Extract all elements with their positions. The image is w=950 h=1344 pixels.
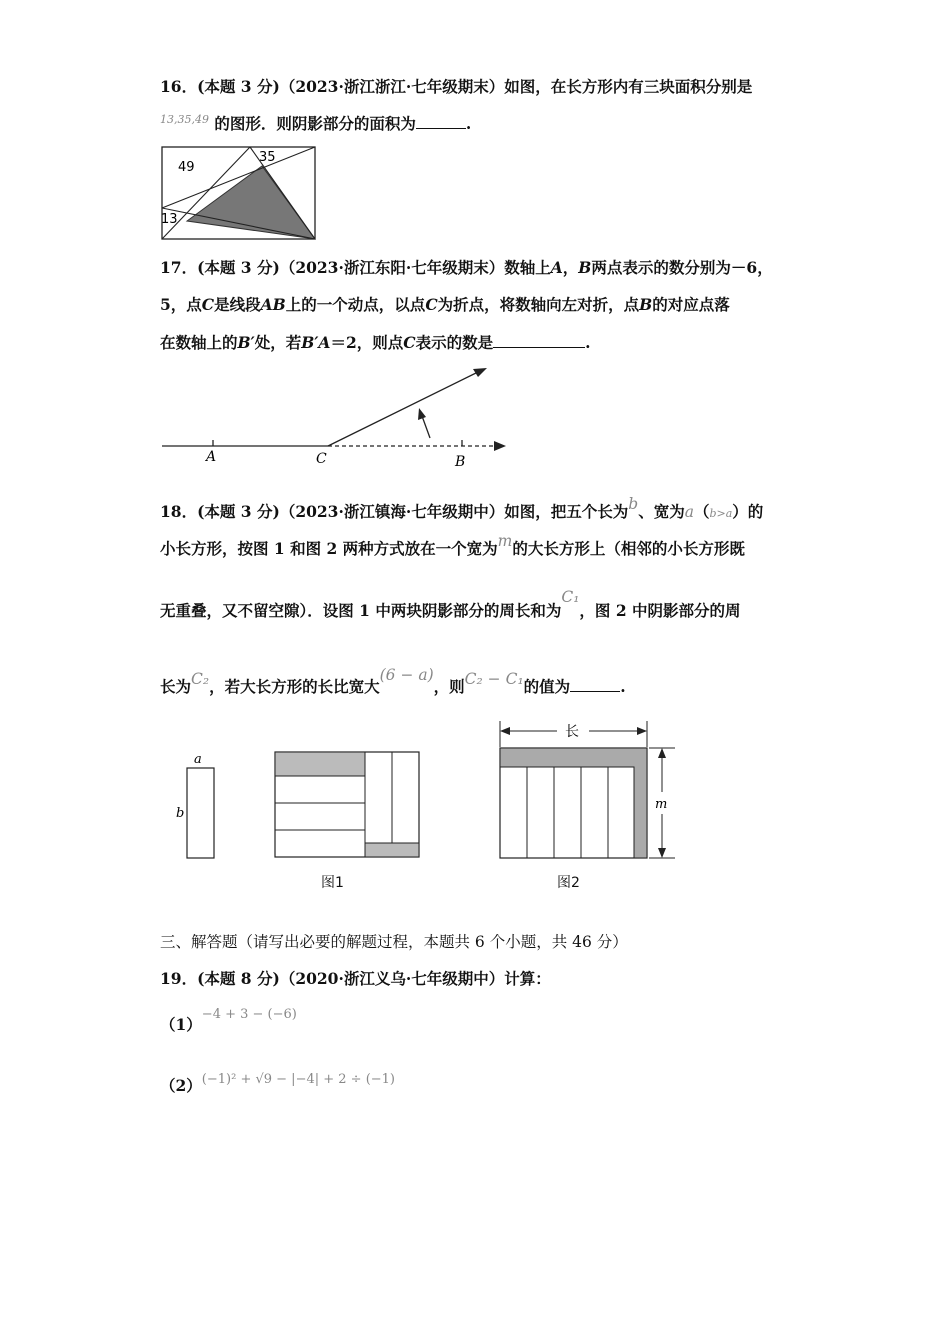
q18-label-a: a	[194, 752, 202, 767]
q16-label-49: 49	[178, 160, 195, 175]
q16-line2: $^{13,35,49}$ 的图形．则阴影部分的面积为 .	[160, 113, 472, 133]
q17-line2: 5，点C是线段AB上的一个动点，以点C为折点，将数轴向左对折，点B的对应点落	[160, 295, 730, 314]
q18-caption-2: 图2	[557, 875, 580, 891]
q16-label-35: 35	[259, 150, 276, 165]
q18-figure-2	[497, 717, 697, 862]
q18-answer-blank[interactable]	[570, 676, 620, 692]
q18-line4: 长为C₂，若大长方形的长比宽大(6 − a)，则C₂ − C₁的值为 .	[160, 666, 626, 696]
q18-label-len: 长	[565, 724, 579, 740]
q18-figure-1	[273, 750, 423, 862]
q17-number-line	[160, 362, 520, 472]
q16-figure	[160, 145, 320, 241]
q16-answer-blank[interactable]	[416, 113, 466, 129]
section-3-heading: 三、解答题（请写出必要的解题过程，本题共 6 个小题，共 46 分）	[160, 933, 628, 951]
q17-line1: 17．(本题 3 分)（2023·浙江东阳·七年级期末）数轴上A，B两点表示的数分别为－6，	[160, 258, 773, 277]
q16-label-13: 13	[161, 212, 178, 227]
q19-title: 19．(本题 8 分)（2020·浙江义乌·七年级期中）计算：	[160, 969, 551, 988]
q19-part1-expr: −4 + 3 − (−6)	[201, 1007, 297, 1022]
q18-line3: 无重叠，又不留空隙）．设图 1 中两块阴影部分的周长和为C₁，图 2 中阴影部分的周	[160, 588, 741, 620]
q17-line3: 在数轴上的B′处，若B′A＝2，则点C表示的数是 .	[160, 333, 591, 352]
q18-label-b: b	[176, 806, 185, 821]
q19-part2: $(2)^{(-1)^2 + √9 - |-4| + 2 \div (-1)}$	[160, 1072, 396, 1095]
q17-answer-blank[interactable]	[493, 332, 585, 348]
q18-label-m: m	[655, 797, 668, 812]
q18-line2: 小长方形，按图 1 和图 2 两种方式放在一个宽为m的大长方形上（相邻的小长方形既	[160, 532, 745, 558]
q16-line1: 16．(本题 3 分)（2023·浙江浙江·七年级期末）如图，在长方形内有三块面积分别是	[160, 77, 753, 96]
q18-line1: 18．(本题 3 分)（2023·浙江镇海·七年级期中）如图，把五个长为b、宽为a（b>a）的	[160, 495, 764, 521]
q17-label-A: A	[206, 449, 217, 465]
q18-caption-1: 图1	[321, 875, 344, 891]
q17-label-C: C	[316, 451, 327, 467]
q19-part1: $(1)^{-4 + 3 - (-6)}$	[160, 1007, 297, 1034]
q17-label-B: B	[455, 454, 466, 470]
q19-part2-expr: (−1)² + √9 − |−4| + 2 ÷ (−1)	[201, 1072, 396, 1087]
q18-small-rect-figure	[170, 750, 230, 860]
q16-areas: 13,35,49	[160, 113, 209, 126]
